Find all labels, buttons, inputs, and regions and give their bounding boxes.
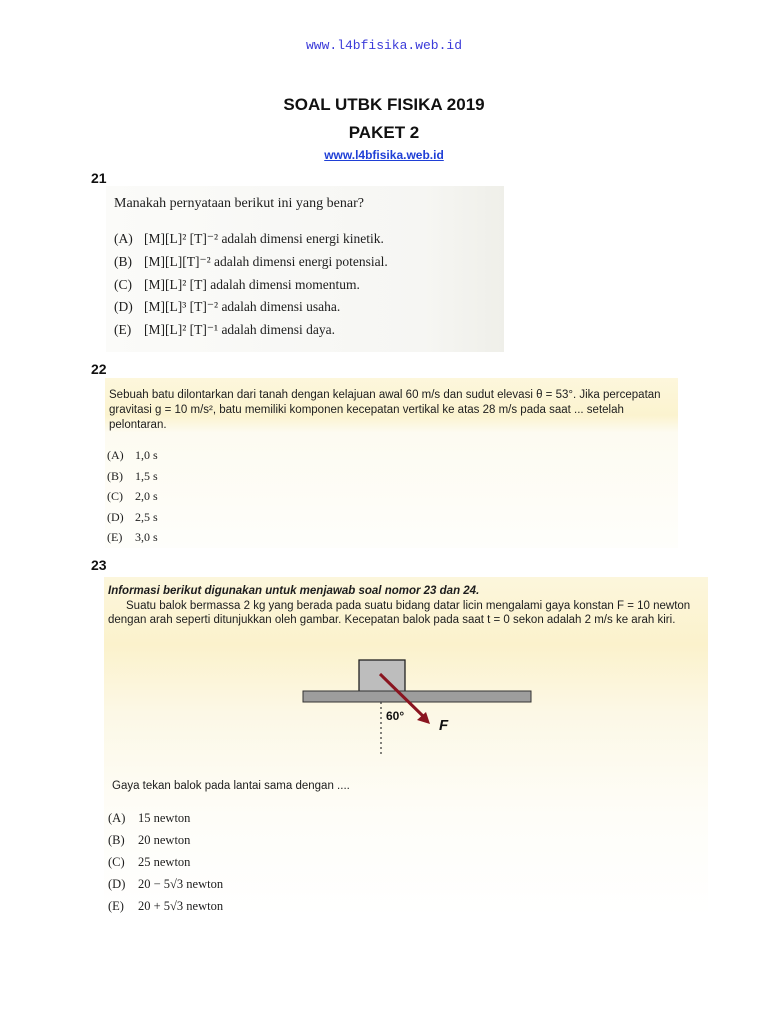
question-22-option-b: (B) 1,5 s (107, 469, 158, 483)
force-label: F (439, 717, 449, 734)
question-22-option-e: (E) 3,0 s (107, 530, 158, 544)
question-22-number: 22 (91, 361, 107, 377)
question-23-option-c: (C) 25 newton (108, 855, 191, 869)
question-23-question: Gaya tekan balok pada lantai sama dengan .... (112, 780, 350, 792)
question-23-option-b: (B) 20 newton (108, 833, 191, 847)
question-21-option-a: (A) [M][L]² [T]⁻² adalah dimensi energi kinetik. (114, 231, 384, 246)
question-22-stem: Sebuah batu dilontarkan dari tanah dengan kelajuan awal 60 m/s dan sudut elevasi θ = 53°. Jika percepatan gravitasi g = 10 m/s², batu memiliki komponen kecepatan vertikal ke atas 28 m/s pada saat ... setelah pelontaran. (109, 389, 661, 431)
question-22-option-d: (D) 2,5 s (107, 510, 158, 524)
question-21-number: 21 (91, 170, 107, 186)
question-21-stem: Manakah pernyataan berikut ini yang benar? (114, 196, 364, 211)
question-23-option-e: (E) 20 + 5√3 newton (108, 899, 224, 913)
question-23-stem: Suatu balok bermassa 2 kg yang berada pada suatu bidang datar licin mengalami gaya konstan F = 10 newton dengan arah seperti ditunjukkan oleh gambar. Kecepatan balok pada saat t = 0 sekon adalah 2 m/s ke arah kiri. (108, 600, 691, 626)
floor-surface (303, 691, 531, 702)
question-23-number: 23 (91, 557, 107, 573)
force-diagram-svg (298, 655, 538, 770)
question-23-option-d: (D) 20 − 5√3 newton (108, 877, 224, 891)
question-21-option-b: (B) [M][L][T]⁻² adalah dimensi energi potensial. (114, 254, 388, 269)
document-subtitle: PAKET 2 (348, 123, 420, 142)
document-title: SOAL UTBK FISIKA 2019 (283, 95, 485, 114)
force-diagram (298, 655, 538, 770)
question-22-option-a: (A) 1,0 s (107, 448, 158, 462)
angle-label: 60° (386, 709, 405, 723)
question-21-option-c: (C) [M][L]² [T] adalah dimensi momentum. (114, 277, 360, 292)
question-21-option-e: (E) [M][L]² [T]⁻¹ adalah dimensi daya. (114, 322, 336, 337)
question-21-option-d: (D) [M][L]³ [T]⁻² adalah dimensi usaha. (114, 299, 341, 314)
question-21-scan (106, 186, 504, 352)
site-header-url: www.l4bfisika.web.id (305, 38, 463, 53)
question-23-option-a: (A) 15 newton (108, 811, 191, 825)
website-link[interactable]: www.l4bfisika.web.id (324, 148, 444, 162)
question-23-intro: Informasi berikut digunakan untuk menjawab soal nomor 23 dan 24. (108, 585, 480, 597)
question-22-option-c: (C) 2,0 s (107, 489, 158, 503)
question-22-scan (105, 378, 678, 548)
